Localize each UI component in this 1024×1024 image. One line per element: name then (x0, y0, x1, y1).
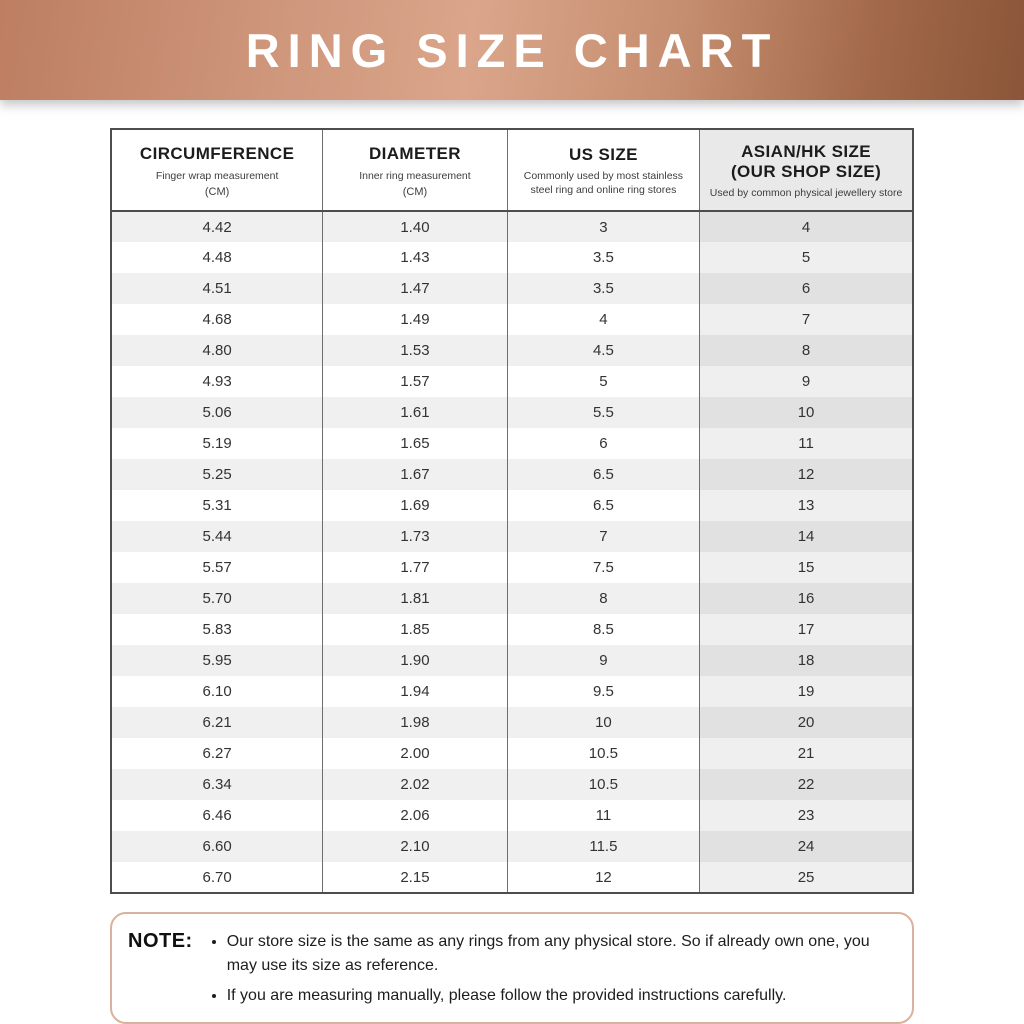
table-cell: 5.95 (202, 652, 232, 669)
column-subtitle: Finger wrap measurement (155, 169, 279, 182)
table-row (111, 242, 913, 273)
table-row (111, 707, 913, 738)
table-cell: 1.98 (323, 707, 507, 738)
table-cell: 2.02 (323, 769, 507, 800)
table-cell: 4 (700, 211, 913, 242)
table-cell: 5 (507, 366, 699, 397)
table-cell: 24 (700, 831, 913, 862)
table-cell: 1.81 (323, 583, 507, 614)
table-row (111, 335, 913, 366)
table-cell: 9 (507, 645, 699, 676)
table-header-row (111, 129, 913, 211)
note-item: • If you are measuring manually, please follow the provided instructions carefully. (227, 984, 894, 1008)
note-label: NOTE: (128, 930, 193, 952)
table-cell: 1.53 (323, 335, 507, 366)
table-cell: 5.44 (202, 528, 232, 545)
column-header-diameter (323, 129, 507, 211)
table-row (111, 273, 913, 304)
table-cell: 4.80 (202, 342, 232, 359)
column-header-circumference (111, 129, 323, 211)
table-cell: 23 (700, 800, 913, 831)
table-cell: 21 (700, 738, 913, 769)
table-row (111, 428, 913, 459)
table-row (111, 304, 913, 335)
table-cell: 4.68 (202, 311, 232, 328)
column-subtitle: Used by common physical jewellery store (709, 187, 903, 200)
table-cell: 6.27 (202, 745, 232, 762)
table-cell: 6.5 (507, 459, 699, 490)
table-body (111, 211, 913, 893)
table-cell: 6.5 (507, 490, 699, 521)
column-subtitle: Inner ring measurement (359, 169, 471, 182)
table-cell: 12 (700, 459, 913, 490)
column-title: DIAMETER (368, 144, 461, 164)
table-cell: 6.10 (202, 683, 232, 700)
table-cell: 13 (700, 490, 913, 521)
table-cell: 1.40 (323, 211, 507, 242)
table-row (111, 211, 913, 242)
table-row (111, 769, 913, 800)
table-cell: 1.43 (323, 242, 507, 273)
table-cell: 5.06 (202, 404, 232, 421)
table-cell: 5.83 (202, 621, 232, 638)
table-cell: 20 (700, 707, 913, 738)
table-cell: 1.49 (323, 304, 507, 335)
table-cell: 1.57 (323, 366, 507, 397)
table-cell: 1.67 (323, 459, 507, 490)
table-cell: 6 (507, 428, 699, 459)
table-row (111, 676, 913, 707)
table-cell: 2.10 (323, 831, 507, 862)
table-cell: 8.5 (507, 614, 699, 645)
table-cell: 7 (700, 304, 913, 335)
table-cell: 5.57 (202, 559, 232, 576)
table-cell: 2.06 (323, 800, 507, 831)
table-cell: 1.73 (323, 521, 507, 552)
table-row (111, 366, 913, 397)
table-cell: 15 (700, 552, 913, 583)
table-cell: 11.5 (507, 831, 699, 862)
table-cell: 11 (700, 428, 913, 459)
table-cell: 1.77 (323, 552, 507, 583)
table-cell: 10 (507, 707, 699, 738)
table-cell: 7.5 (507, 552, 699, 583)
table-cell: 8 (507, 583, 699, 614)
table-row (111, 831, 913, 862)
table-cell: 7 (507, 521, 699, 552)
table-cell: 25 (700, 862, 913, 893)
table-cell: 1.90 (323, 645, 507, 676)
table-cell: 6.46 (202, 807, 232, 824)
note-list (207, 930, 894, 1008)
table-cell: 22 (700, 769, 913, 800)
table-row (111, 645, 913, 676)
table-cell: 4.42 (202, 218, 232, 236)
table-cell: 1.85 (323, 614, 507, 645)
column-unit: (CM) (204, 185, 230, 198)
table-cell: 9 (700, 366, 913, 397)
table-cell: 10.5 (507, 769, 699, 800)
table-cell: 6 (700, 273, 913, 304)
column-title: ASIAN/HK SIZE (741, 141, 872, 161)
table-cell: 19 (700, 676, 913, 707)
table-row (111, 583, 913, 614)
column-title: CIRCUMFERENCE (139, 144, 295, 164)
note-item: • Our store size is the same as any rings from any physical store. So if already own one, you may use its size as reference. (227, 930, 894, 978)
table-cell: 5.70 (202, 590, 232, 607)
table-cell: 5.5 (507, 397, 699, 428)
table-cell: 5.25 (202, 466, 232, 483)
table-cell: 1.47 (323, 273, 507, 304)
column-title: US SIZE (568, 144, 638, 164)
table-container (110, 128, 914, 894)
table-cell: 16 (700, 583, 913, 614)
table-cell: 9.5 (507, 676, 699, 707)
column-title: (OUR SHOP SIZE) (730, 161, 882, 181)
table-row (111, 738, 913, 769)
table-cell: 17 (700, 614, 913, 645)
table-header (111, 129, 913, 211)
table-cell: 5.31 (202, 497, 232, 514)
table-row (111, 552, 913, 583)
table-cell: 10 (700, 397, 913, 428)
table-cell: 1.69 (323, 490, 507, 521)
column-header-us-size (507, 129, 699, 211)
page-title: RING SIZE CHART (245, 23, 779, 77)
table-cell: 4.51 (202, 280, 232, 297)
table-row (111, 614, 913, 645)
table-cell: 12 (507, 862, 699, 893)
table-row (111, 862, 913, 893)
table-row (111, 490, 913, 521)
table-cell: 4.93 (202, 373, 232, 390)
table-cell: 4.5 (507, 335, 699, 366)
table-cell: 1.65 (323, 428, 507, 459)
banner (0, 0, 1024, 100)
table-cell: 2.00 (323, 738, 507, 769)
table-cell: 18 (700, 645, 913, 676)
ring-size-table (110, 128, 914, 894)
note-box (110, 912, 914, 1024)
table-cell: 6.70 (202, 868, 232, 886)
table-row (111, 800, 913, 831)
table-cell: 5.19 (202, 435, 232, 452)
table-cell: 2.15 (323, 862, 507, 893)
table-cell: 5 (700, 242, 913, 273)
table-cell: 6.34 (202, 776, 232, 793)
table-cell: 4.48 (202, 249, 232, 266)
table-cell: 14 (700, 521, 913, 552)
table-row (111, 459, 913, 490)
table-cell: 3.5 (507, 273, 699, 304)
table-cell: 3.5 (507, 242, 699, 273)
table-cell: 10.5 (507, 738, 699, 769)
table-row (111, 397, 913, 428)
table-cell: 8 (700, 335, 913, 366)
table-cell: 3 (507, 211, 699, 242)
column-header-asian-hk-size (700, 129, 913, 211)
table-cell: 1.61 (323, 397, 507, 428)
column-unit: (CM) (402, 185, 428, 198)
table-cell: 4 (507, 304, 699, 335)
table-cell: 1.94 (323, 676, 507, 707)
table-cell: 6.21 (202, 714, 232, 731)
table-row (111, 521, 913, 552)
table-cell: 11 (507, 800, 699, 831)
table-cell: 6.60 (202, 838, 232, 855)
column-subtitle: Commonly used by most stainless steel ring and online ring stores (523, 170, 684, 197)
